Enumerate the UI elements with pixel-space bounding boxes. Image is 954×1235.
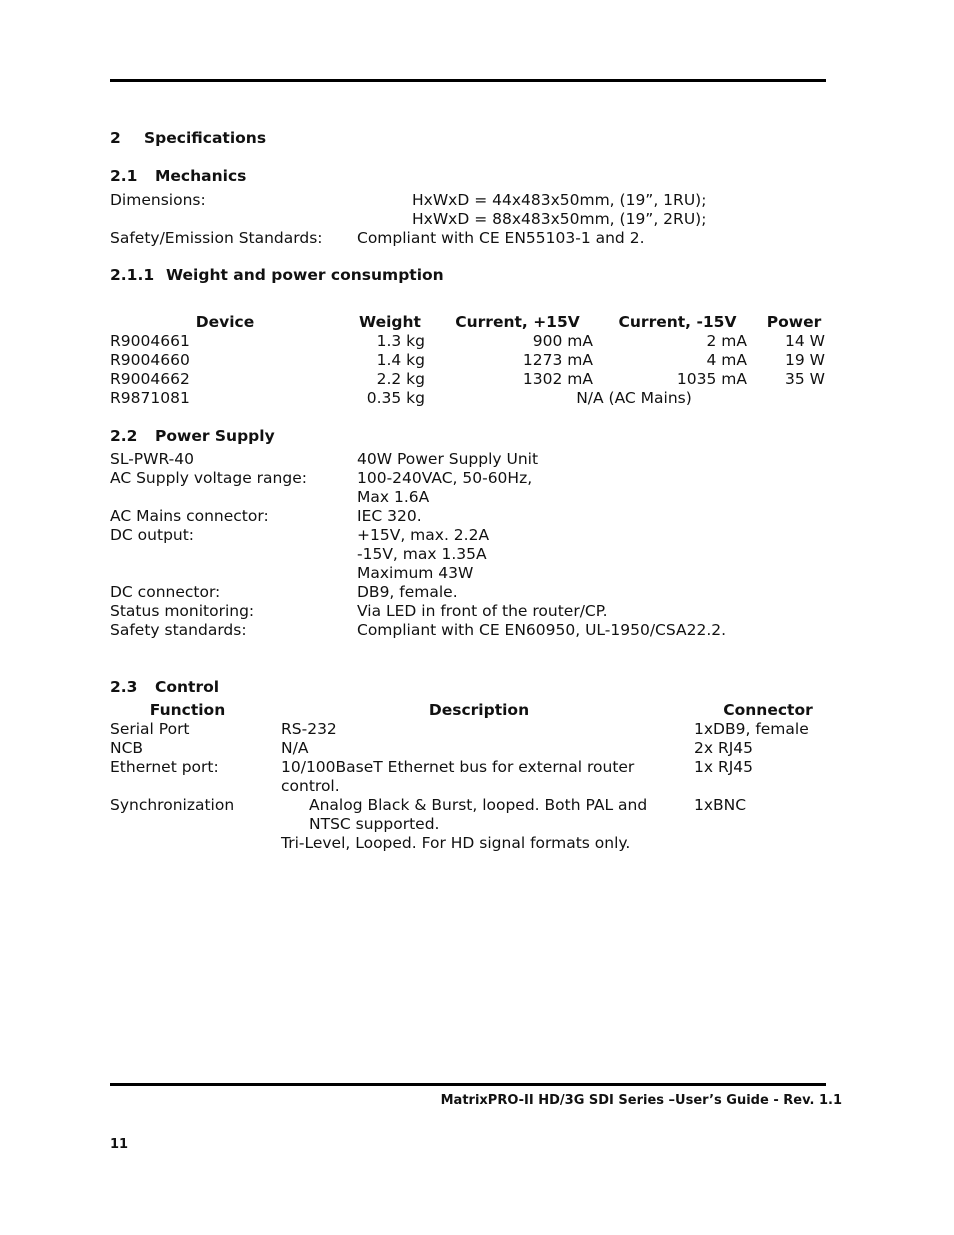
table-cell-power: 35 W [785,370,825,388]
table-cell-device: R9004661 [110,332,190,350]
table-cell-current-neg: 4 mA [706,351,747,369]
safety-emission-label: Safety/Emission Standards: [110,229,323,247]
column-header-device: Device [195,313,255,331]
ps-label: AC Mains connector: [110,507,269,525]
footer-rule [110,1083,826,1086]
dimensions-label: Dimensions: [110,191,206,209]
dimensions-value: HxWxD = 88x483x50mm, (19”, 2RU); [412,210,707,228]
ps-label: Safety standards: [110,621,247,639]
ps-value: -15V, max 1.35A [357,545,487,563]
column-header-weight: Weight [359,313,421,331]
section-title: Specifications [144,129,267,147]
dimensions-value: HxWxD = 44x483x50mm, (19”, 1RU); [412,191,707,209]
control-description: Analog Black & Burst, looped. Both PAL and [309,796,648,814]
table-cell-weight: 1.3 kg [376,332,425,350]
control-connector: 1xDB9, female [694,720,809,738]
ps-value: Via LED in front of the router/CP. [357,602,608,620]
table-cell-weight: 2.2 kg [376,370,425,388]
ps-value: Maximum 43W [357,564,474,582]
header-rule [110,79,826,82]
control-description: 10/100BaseT Ethernet bus for external router [281,758,635,776]
column-header-function: Function [149,701,226,719]
ps-value: IEC 320. [357,507,422,525]
table-cell-current-pos: 1302 mA [522,370,593,388]
mechanics-number: 2.1 [110,167,138,185]
control-description: Tri-Level, Looped. For HD signal formats only. [281,834,631,852]
column-header-current-neg: Current, -15V [618,313,737,331]
control-connector: 1xBNC [694,796,747,814]
table-cell-weight: 0.35 kg [366,389,425,407]
ps-label: AC Supply voltage range: [110,469,307,487]
ps-label: DC connector: [110,583,221,601]
table-cell-current-pos: 1273 mA [522,351,593,369]
control-function: Ethernet port: [110,758,219,776]
table-cell-weight: 1.4 kg [376,351,425,369]
table-cell-merged: N/A (AC Mains) [576,389,692,407]
table-cell-device: R9004662 [110,370,190,388]
table-cell-power: 14 W [785,332,825,350]
control-title: Control [155,678,220,696]
control-number: 2.3 [110,678,138,696]
table-cell-power: 19 W [785,351,825,369]
table-cell-current-neg: 1035 mA [676,370,747,388]
ps-label: Status monitoring: [110,602,255,620]
control-description: control. [281,777,340,795]
control-description: NTSC supported. [309,815,440,833]
control-description: RS-232 [281,720,337,738]
mechanics-title: Mechanics [155,167,247,185]
weight-power-number: 2.1.1 [110,266,155,284]
control-function: Serial Port [110,720,190,738]
ps-label: DC output: [110,526,195,544]
ps-label: SL-PWR-40 [110,450,194,468]
column-header-connector: Connector [723,701,813,719]
ps-value: DB9, female. [357,583,458,601]
weight-power-title: Weight and power consumption [166,266,444,284]
column-header-current-pos: Current, +15V [455,313,580,331]
table-cell-device: R9004660 [110,351,190,369]
control-description: N/A [281,739,309,757]
control-connector: 2x RJ45 [694,739,754,757]
control-connector: 1x RJ45 [694,758,754,776]
power-supply-number: 2.2 [110,427,138,445]
ps-value: 40W Power Supply Unit [357,450,539,468]
power-supply-title: Power Supply [155,427,275,445]
section-number: 2 [110,129,121,147]
column-header-power: Power [766,313,822,331]
ps-value: +15V, max. 2.2A [357,526,490,544]
ps-value: Compliant with CE EN60950, UL-1950/CSA22.2. [357,621,727,639]
ps-value: Max 1.6A [357,488,430,506]
control-function: Synchronization [110,796,235,814]
safety-emission-value: Compliant with CE EN55103-1 and 2. [357,229,645,247]
table-cell-device: R9871081 [110,389,190,407]
column-header-description: Description [428,701,530,719]
ps-value: 100-240VAC, 50-60Hz, [357,469,533,487]
table-cell-current-neg: 2 mA [706,332,747,350]
table-cell-current-pos: 900 mA [532,332,593,350]
page-number: 11 [110,1137,129,1152]
control-function: NCB [110,739,144,757]
footer-title: MatrixPRO-II HD/3G SDI Series –User’s Guide - Rev. 1.1 [440,1093,842,1108]
